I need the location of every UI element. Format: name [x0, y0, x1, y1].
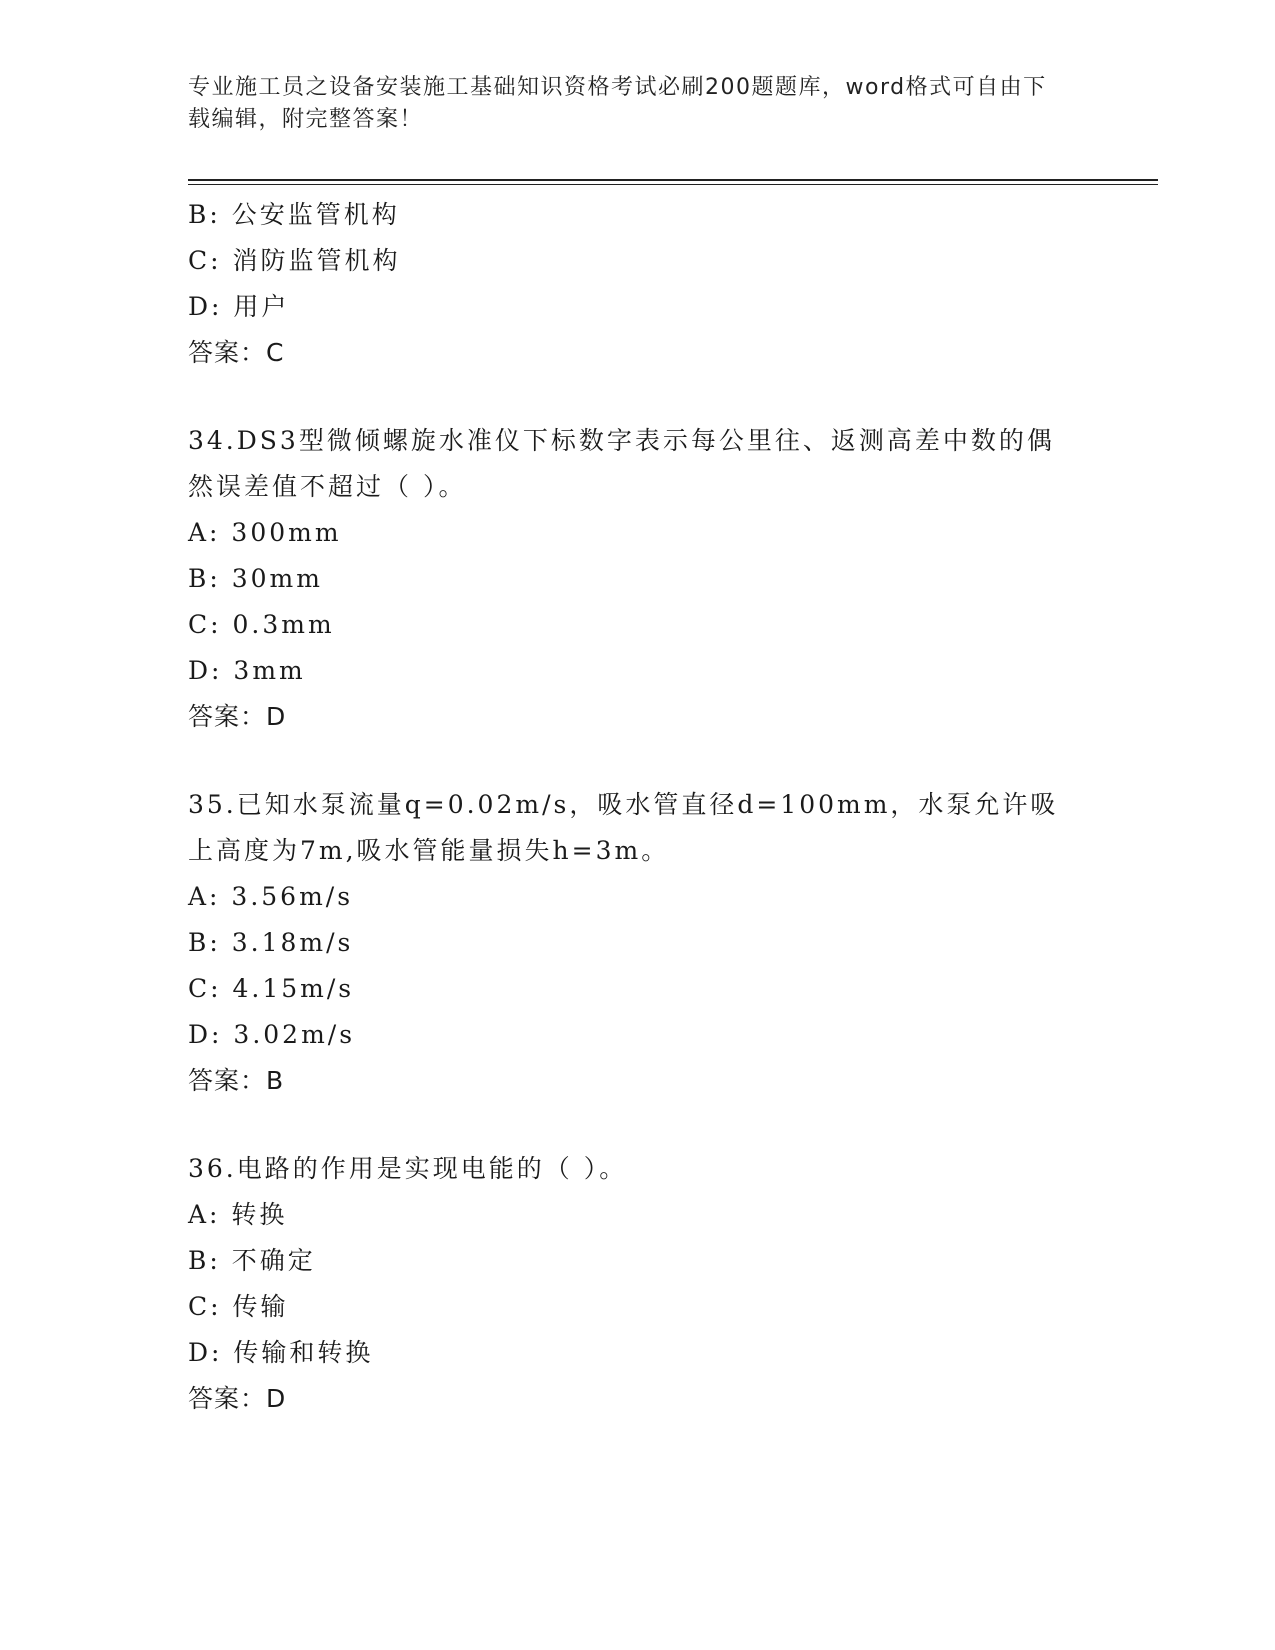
question-stem: 34.DS3型微倾螺旋水准仪下标数字表示每公里往、返测高差中数的偶然误差值不超过（ ）。: [188, 426, 1055, 501]
option-a: A: 转换: [188, 1200, 288, 1229]
question-35: [188, 782, 1068, 1104]
document-header: 专业施工员之设备安装施工基础知识资格考试必刷200题题库，word格式可自由下载编辑，附完整答案！: [188, 75, 1047, 132]
question-stem: 35.已知水泵流量q=0.02m/s，吸水管直径d=100mm，水泵允许吸上高度为7m,吸水管能量损失h=3m。: [188, 790, 1059, 865]
option-d: D: 传输和转换: [188, 1338, 374, 1367]
answer: 答案：B: [188, 1066, 285, 1095]
question-stem: 36.电路的作用是实现电能的（ ）。: [188, 1154, 628, 1183]
option-b: B: 30mm: [188, 564, 323, 593]
question-list: [188, 192, 1068, 1422]
question-34: [188, 418, 1068, 740]
option-a: A: 300mm: [188, 518, 342, 547]
question-33-continued: [188, 192, 1068, 376]
option-c: C: 4.15m/s: [188, 974, 355, 1003]
option-c: C: 传输: [188, 1292, 289, 1321]
option-c: C: 0.3mm: [188, 610, 335, 639]
answer: 答案：D: [188, 702, 287, 731]
option-c: C: 消防监管机构: [188, 246, 401, 275]
answer: 答案：C: [188, 338, 285, 367]
option-d: D: 用户: [188, 292, 290, 321]
option-b: B: 公安监管机构: [188, 200, 400, 229]
option-b: B: 3.18m/s: [188, 928, 354, 957]
header-divider-thick: [188, 179, 1158, 181]
option-d: D: 3mm: [188, 656, 306, 685]
question-36: [188, 1146, 1068, 1422]
header-divider-thin: [188, 184, 1158, 185]
answer: 答案：D: [188, 1384, 287, 1413]
option-a: A: 3.56m/s: [188, 882, 354, 911]
option-b: B: 不确定: [188, 1246, 316, 1275]
option-d: D: 3.02m/s: [188, 1020, 356, 1049]
